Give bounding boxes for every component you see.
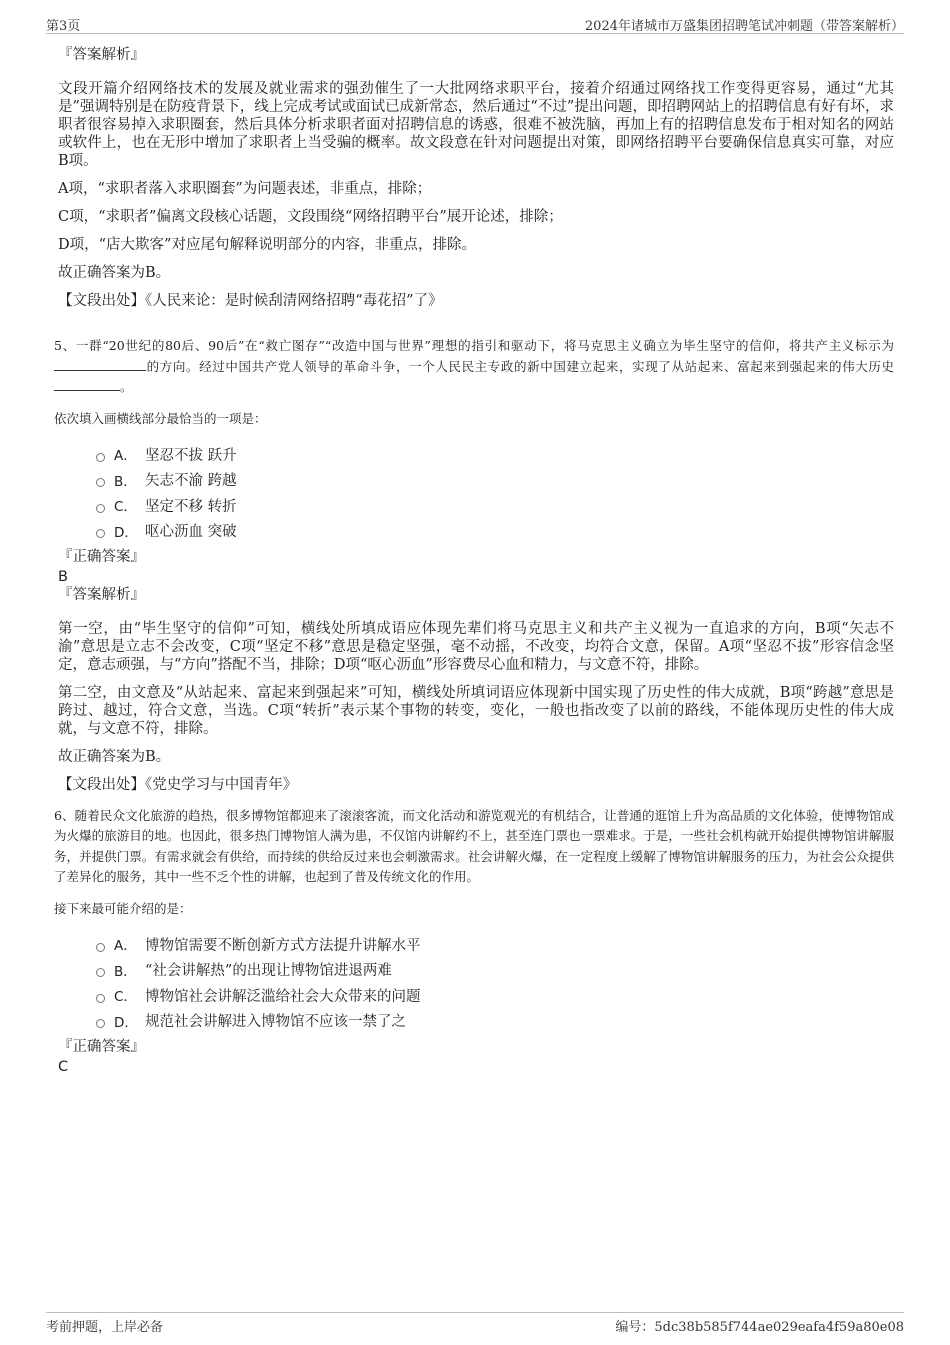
document-title: 2024年诸城市万盛集团招聘笔试冲刺题（带答案解析）: [584, 19, 904, 34]
q4-source: 【文段出处】《人民来论：是时候刮清网络招聘“毒花招”了》: [58, 293, 443, 309]
option-key: B．: [114, 963, 137, 980]
q5-correct-answer: B: [58, 568, 68, 585]
q4-analysis-paragraph: D项，“店大欺客”对应尾句解释说明部分的内容，非重点，排除。: [58, 237, 476, 253]
q4-analysis-paragraph: 文段开篇介绍网络技术的发展及就业需求的强劲催生了一大批网络求职平台，接着介绍通过网络找工作变得更容易，通过“尤其是”强调特别是在防疫背景下，线上完成考试或面试已成新常态，然后通过“不过”提出问题，即招聘网站上的招聘信息有好有坏，求职者很容易掉入求职圈套，然后具体分析求职者面对招聘信息的诱惑，很难不被洗脑，再加上有的招聘信息发布于相对知名的网站或软件上，也在无形中增加了求职者上当受骗的概率。故文段意在针对问题提出对策，即网络招聘平台要确保信息真实可靠，对应B项。: [58, 81, 894, 169]
page-number: 第3页: [46, 19, 81, 34]
q4-analysis-paragraph: C项，“求职者”偏离文段核心话题，文段围绕“网络招聘平台”展开论述，排除；: [58, 209, 563, 225]
q5-analysis-paragraph: 第二空，由文意及“从站起来、富起来到强起来”可知，横线处所填词语应体现新中国实现了历史性的伟大成就，B项“跨越”意思是跨过、越过，符合文意，当选。C项“转折”表示某个事物的转变，变化，一般也指改变了以前的路线，不能体现历史性的伟大成就，与文意不符，排除。: [58, 684, 894, 737]
radio-button[interactable]: [96, 1019, 105, 1028]
option-text: 规范社会讲解进入博物馆不应该一禁了之: [145, 1014, 406, 1031]
option-text: “社会讲解热”的出现让博物馆进退两难: [145, 963, 392, 980]
q6-prompt: 接下来最可能介绍的是：: [54, 900, 192, 916]
q5-option-b[interactable]: [96, 467, 894, 493]
q5-blank-2: [54, 378, 120, 391]
option-text: 坚忍不拔 跃升: [145, 447, 237, 464]
q5-source: 【文段出处】《党史学习与中国青年》: [58, 776, 298, 793]
option-key: C．: [114, 499, 137, 516]
q4-analysis-paragraph: 故正确答案为B。: [58, 265, 171, 281]
radio-button[interactable]: [96, 968, 105, 977]
option-key: A．: [114, 938, 137, 955]
q5-analysis-paragraph: 第一空，由“毕生坚守的信仰”可知，横线处所填成语应体现先辈们将马克思主义和共产主义视为一直追求的方向，B项“矢志不渝”意思是立志不会改变，C项“坚定不移”意思是稳定坚强，毫不动摇，不改变，均符合文意，保留。A项“坚忍不拔”形容信念坚定，意志顽强，与“方向”搭配不当，排除；D项“呕心沥血”形容费尽心血和精力，与文意不符，排除。: [58, 620, 894, 673]
option-key: D．: [114, 524, 138, 541]
q5-analysis-paragraph: 故正确答案为B。: [58, 748, 171, 765]
q6-options: [96, 932, 894, 1034]
q4-analysis-paragraph: A项，“求职者落入求职圈套”为问题表述，非重点，排除；: [58, 181, 432, 197]
q5-stem-part: 。: [120, 379, 133, 394]
q5-analysis-label: 『答案解析』: [58, 586, 145, 603]
q5-option-d[interactable]: [96, 518, 894, 544]
page-footer: [46, 1312, 904, 1335]
option-text: 矢志不渝 跨越: [145, 473, 237, 490]
q5-options: [96, 442, 894, 544]
radio-button[interactable]: [96, 529, 105, 538]
q5-stem-part: 5、一群“20世纪的80后、90后”在“救亡图存”“改造中国与世界”理想的指引和驱动下，将马克思主义确立为毕生坚守的信仰，将共产主义标示为: [54, 338, 894, 353]
q5-option-a[interactable]: [96, 442, 894, 468]
radio-button[interactable]: [96, 994, 105, 1003]
q5-stem: [54, 336, 894, 398]
option-text: 博物馆需要不断创新方式方法提升讲解水平: [145, 937, 421, 954]
option-key: B．: [114, 473, 137, 490]
q6-option-d[interactable]: [96, 1008, 894, 1034]
option-key: C．: [114, 989, 137, 1006]
document-code: 编号：5dc38b585f744ae029eafa4f59a80e08: [615, 1320, 904, 1335]
q6-option-c[interactable]: [96, 983, 894, 1009]
q6-option-a[interactable]: [96, 932, 894, 958]
option-text: 呕心沥血 突破: [145, 524, 237, 541]
q5-correct-label: 『正确答案』: [58, 548, 145, 565]
option-key: A．: [114, 448, 137, 465]
radio-button[interactable]: [96, 943, 105, 952]
q6-correct-label: 『正确答案』: [58, 1038, 145, 1055]
radio-button[interactable]: [96, 504, 105, 513]
q5-prompt: 依次填入画横线部分最恰当的一项是：: [54, 410, 267, 426]
q6-correct-answer: C: [58, 1058, 69, 1075]
q5-stem-part: 的方向。经过中国共产党人领导的革命斗争，一个人民民主专政的新中国建立起来，实现了从站起来、富起来到强起来的伟大历史: [146, 358, 894, 374]
q6-option-b[interactable]: [96, 957, 894, 983]
q6-stem: 6、随着民众文化旅游的趋热，很多博物馆都迎来了滚滚客流，而文化活动和游览观光的有机结合，让普通的逛馆上升为高品质的文化体验，使博物馆成为火爆的旅游目的地。也因此，很多热门博物馆人满为患，不仅馆内讲解约不上，甚至连门票也一票难求。于是，一些社会机构就开始提供博物馆讲解服务，并提供门票。有需求就会有供给，而持续的供给反过来也会刺激需求。社会讲解火爆，在一定程度上缓解了博物馆讲解服务的压力，为社会公众提供了差异化的服务，其中一些不乏个性的讲解，也起到了普及传统文化的作用。: [54, 807, 894, 884]
footer-slogan: 考前押题，上岸必备: [46, 1320, 164, 1335]
q4-analysis-label: 『答案解析』: [58, 47, 145, 63]
radio-button[interactable]: [96, 453, 105, 462]
q5-blank-1: [54, 358, 146, 371]
page-content: [56, 46, 894, 1084]
q5-option-c[interactable]: [96, 493, 894, 519]
page-header: [46, 13, 904, 34]
option-key: D．: [114, 1014, 138, 1031]
option-text: 博物馆社会讲解泛滥给社会大众带来的问题: [145, 988, 421, 1005]
option-text: 坚定不移 转折: [145, 498, 237, 515]
radio-button[interactable]: [96, 478, 105, 487]
